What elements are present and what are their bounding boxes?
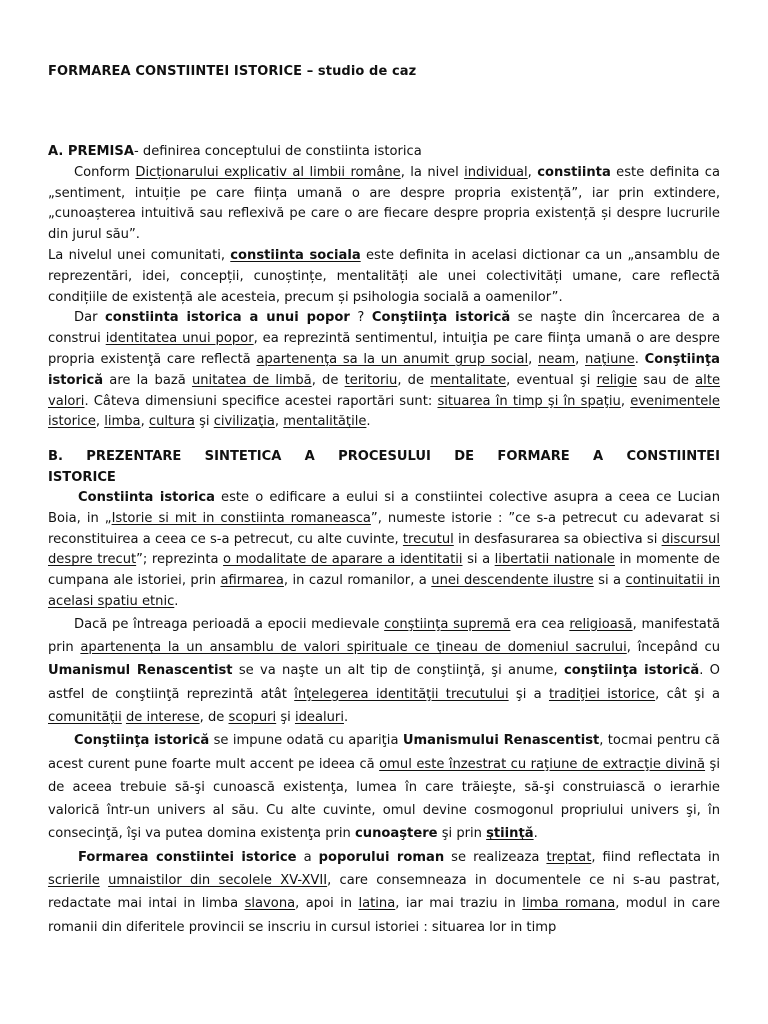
underlined-term: umnaistilor din secolele XV-XVII — [108, 873, 328, 889]
section-b-heading: B. PREZENTARE SINTETICA A PROCESULUI DE FORMARE A CONSTIINTEI — [48, 449, 720, 464]
text-run: , in cazul romanilor, a — [283, 573, 432, 589]
text-run: , — [527, 164, 538, 180]
text-run: . — [634, 351, 645, 367]
underlined-term: constiinta sociala — [230, 247, 361, 263]
text-run: . Câteva dimensiuni specifice acestei raportări sunt: — [84, 393, 438, 409]
underlined-term: unei descendente ilustre — [431, 573, 594, 589]
bold-term: Umanismul Renascentist — [48, 663, 233, 679]
text-run: , cât şi a — [655, 686, 721, 702]
text-run: . — [343, 709, 349, 725]
section-b-body — [48, 488, 720, 939]
underlined-term: religie — [596, 372, 638, 388]
section-b-paragraph-1 — [48, 488, 720, 613]
text-run: Dacă pe întreaga perioadă a epocii medievale — [74, 616, 385, 632]
section-a-paragraph-2 — [48, 246, 720, 308]
bold-term: Umanismului Renascentist — [402, 733, 600, 749]
underlined-term: limba — [104, 414, 141, 430]
text-run: . O astfel de conştiinţă reprezintă atât — [48, 663, 720, 702]
text-run: este o edificare a eului si a constiintei colective asupra a ceea ce Lucian Boia, in „ — [48, 490, 720, 526]
section-a — [48, 142, 720, 433]
text-run: , — [620, 393, 631, 409]
underlined-term: teritoriu — [344, 372, 398, 388]
text-run: şi a — [508, 686, 549, 702]
text-run: era cea — [510, 616, 570, 632]
text-run: , fiind reflectata in — [591, 849, 720, 865]
underlined-term: discursul despre trecut — [48, 531, 720, 568]
underlined-term: Istorie si mit in constiinta romaneasca — [111, 510, 371, 526]
underlined-term: conştiinţa supremă — [384, 616, 511, 632]
text-run: , modul in care romanii din diferitele provincii se inscriu in cursul istoriei : situarea lor in timp — [48, 896, 720, 935]
text-run: şi prin — [437, 826, 487, 842]
underlined-term: mentalitate — [430, 372, 507, 388]
section-b-heading-block — [48, 447, 720, 487]
text-run: , manifestată prin — [48, 616, 720, 656]
text-run: , care consemneaza in documentele ce ni s-au pastrat, redactate mai intai in limba — [48, 873, 720, 912]
underlined-term: afirmarea — [220, 573, 284, 589]
underlined-term: latina — [358, 896, 396, 912]
text-run — [100, 873, 108, 888]
underlined-term: apartenenţa la un ansamblu de valori spirituale ce ţineau de domeniul sacrului — [80, 640, 627, 656]
section-b-paragraph-3 — [48, 729, 720, 845]
bold-term: poporului roman — [318, 849, 445, 865]
underlined-term: ştiinţă — [486, 826, 534, 842]
text-run: se realizeaza — [444, 849, 547, 865]
underlined-term: libertatii nationale — [494, 552, 615, 568]
underlined-term: tradiţiei istorice — [548, 686, 656, 702]
text-run: şi — [276, 709, 295, 725]
underlined-term: omul este înzestrat cu raţiune de extracţie divină — [379, 756, 706, 772]
text-run: , — [575, 351, 586, 367]
bold-term: conştiinţa istorică — [563, 663, 700, 679]
text-run: , de — [397, 372, 431, 388]
underlined-term: continuitatii in acelasi spatiu etnic — [48, 573, 720, 609]
underlined-term: scopuri — [228, 709, 277, 725]
underlined-term: neam — [538, 351, 576, 367]
text-run: in desfasurarea sa obiectiva si — [453, 531, 662, 547]
text-run: , tocmai pentru că acest curent pune foarte mult accent pe ideea că — [48, 733, 720, 772]
text-run: , — [95, 414, 105, 430]
text-run: , începând cu — [626, 640, 720, 656]
text-run: , eventual şi — [506, 372, 597, 388]
underlined-term: Dicționarului explicativ al limbii române — [135, 164, 401, 180]
section-b-paragraph-4 — [48, 846, 720, 939]
bold-term: constiinta — [537, 164, 611, 180]
underlined-term: mentalităţile — [283, 414, 367, 430]
text-run: ”, numeste istorie : ”ce s-a petrecut cu adevarat si reconstituirea a ceea ce s-a petrecut, cu alte cuvinte, — [48, 510, 720, 547]
underlined-term: de interese — [125, 709, 200, 725]
section-a-heading — [48, 142, 720, 163]
text-run: a — [296, 849, 319, 865]
text-run: Dar — [74, 310, 106, 326]
underlined-term: idealuri — [294, 709, 344, 725]
text-run: ? — [349, 310, 372, 326]
text-run: , — [528, 351, 539, 367]
underlined-term: apartenenţa sa la un anumit grup social — [256, 351, 529, 367]
underlined-term: civilizaţia — [213, 414, 275, 430]
bold-term: constiinta istorica a unui popor — [105, 310, 350, 326]
text-run: , de — [199, 709, 229, 725]
bold-term: cunoaştere — [355, 826, 438, 842]
underlined-term: religioasă — [569, 616, 633, 632]
bold-term: Constiinta istorica — [78, 490, 215, 505]
text-run: este definita in acelasi dictionar ca un „ansamblu de reprezentări, idei, concepții, cunoștințe, mentalități ale unei colectivități umane, care reflectă condițiile de existență ale acesteia, precum și psihologia socială a oamenilor”. — [48, 247, 720, 305]
text-run: , de — [311, 372, 345, 388]
underlined-term: unitatea de limbă — [191, 372, 312, 388]
section-a-paragraph-3 — [48, 308, 720, 433]
text-run: La nivelul unei comunitati, — [48, 247, 231, 263]
underlined-term: înţelegerea identităţii trecutului — [294, 686, 509, 702]
document-title: FORMAREA CONSTIINTEI ISTORICE – studio de caz — [48, 64, 417, 79]
text-run: are la bază — [103, 372, 192, 388]
bold-term: Formarea constiintei istorice — [78, 849, 297, 865]
text-run: şi de aceea trebuie să-şi cunoască existenţa, lumea în care trăieşte, să-şi construiască o ierarhie valorică într-un univers al său. Cu alte cuvinte, omul devine cosmogonul propriului univers şi, în consecinţă, îşi va putea domina existenţa prin — [48, 756, 720, 842]
underlined-term: limba romana — [522, 896, 616, 912]
text-run: si a — [462, 552, 495, 568]
text-run: si a — [593, 573, 626, 589]
text-run: ”; reprezinta — [136, 552, 224, 568]
underlined-term: slavona — [244, 896, 296, 912]
section-b-heading-line-2: ISTORICE — [48, 469, 116, 485]
underlined-term: evenimentele istorice — [48, 393, 720, 430]
text-run: . — [174, 593, 179, 609]
text-run: , la nivel — [400, 164, 465, 180]
underlined-term: scrierile — [48, 873, 100, 889]
text-run: , — [140, 414, 149, 430]
text-run: , — [274, 414, 284, 430]
text-run: se impune odată cu apariţia — [209, 733, 403, 749]
underlined-term: comunităţii — [48, 709, 122, 725]
section-b-paragraph-2 — [48, 613, 720, 729]
text-run: , apoi in — [295, 896, 359, 912]
text-run: sau de — [637, 372, 696, 388]
underlined-term: cultura — [148, 414, 195, 430]
text-run: , iar mai traziu in — [395, 896, 523, 912]
bold-term: Conştiinţa istorică — [48, 351, 721, 388]
underlined-term: alte valori — [48, 372, 721, 409]
text-run: este definita ca „sentiment, intuiție pe care ființa umană o are despre propria existență”, iar prin extindere, „cunoașterea intuitivă sau reflexivă pe care o are fiecare despre propria existență și despre lucrurile din jurul său”. — [48, 164, 720, 243]
underlined-term: naţiune — [585, 351, 635, 367]
text-run: . — [533, 826, 538, 842]
text-run: şi — [194, 414, 214, 430]
underlined-term: identitatea unui popor — [105, 331, 254, 347]
text-run: se va naşte un alt tip de conştiinţă, şi anume, — [232, 663, 564, 679]
underlined-term: treptat — [546, 849, 592, 865]
text-run: Conform — [74, 164, 136, 180]
section-a-heading-rest: - definirea conceptului de constiinta istorica — [134, 144, 422, 159]
bold-term: Conştiinţa istorică — [74, 733, 210, 749]
bold-term: Conştiinţa istorică — [371, 310, 511, 326]
text-run: , ea reprezintă sentimentul, intuiţia pe care fiinţa umană o are despre propria existenţă care reflectă — [48, 331, 720, 367]
underlined-term: individual — [464, 164, 528, 180]
section-a-paragraph-1 — [48, 163, 720, 246]
underlined-term: situarea în timp şi în spaţiu — [437, 393, 621, 409]
text-run: in momente de cumpana ale istoriei, prin — [48, 552, 720, 589]
underlined-term: o modalitate de aparare a identitatii — [223, 552, 463, 568]
text-run: . — [366, 414, 371, 430]
section-a-heading-label: A. PREMISA — [48, 144, 134, 159]
underlined-term: trecutul — [402, 531, 454, 547]
text-run: se naşte din încercarea de a construi — [48, 310, 721, 347]
